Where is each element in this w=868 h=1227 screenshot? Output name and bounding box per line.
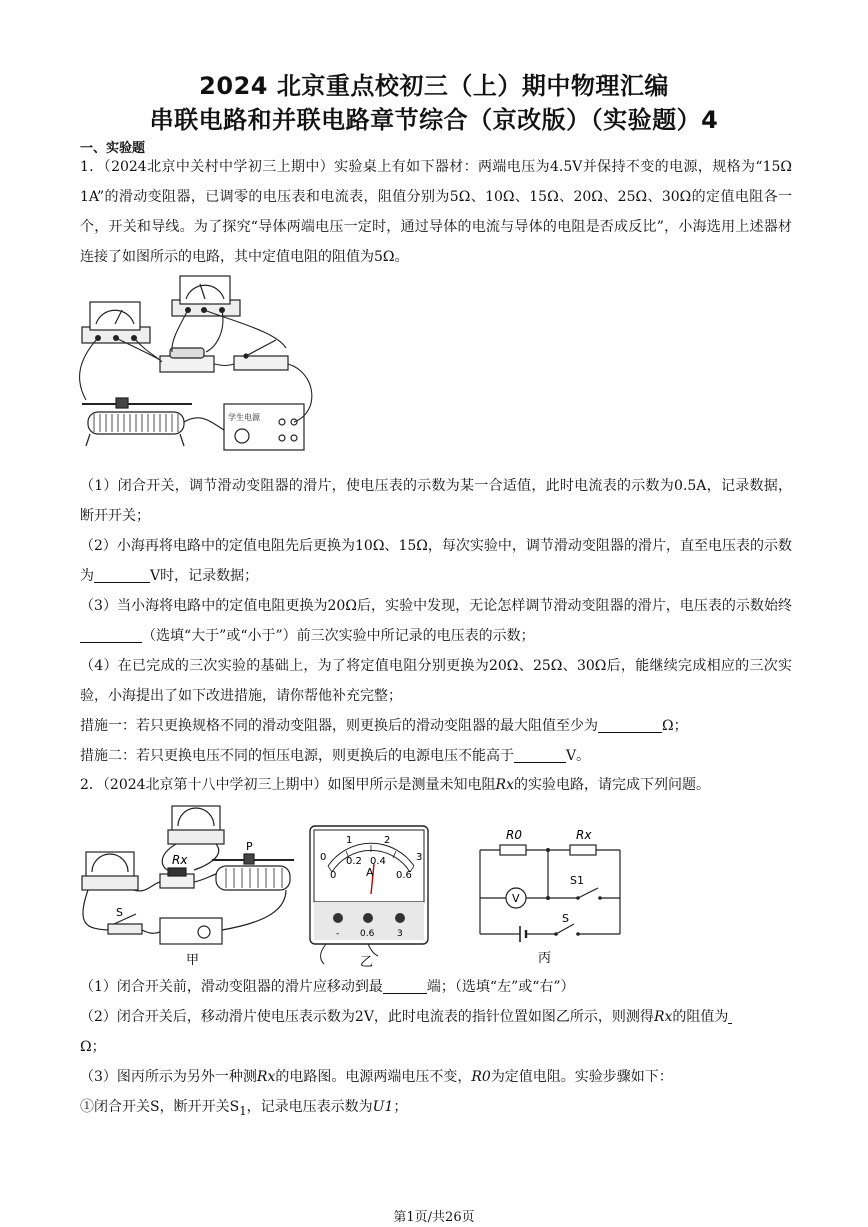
- q1-measure2-answer-blank[interactable]: [514, 746, 566, 763]
- q2-step1-u1: U1: [372, 1099, 394, 1115]
- bing-figure-label: 丙: [538, 951, 552, 966]
- q2-part2-answer-blank[interactable]: [728, 1007, 732, 1024]
- power-supply-device: [224, 404, 304, 450]
- q1-part3-answer-blank[interactable]: [80, 626, 142, 643]
- q2-step1: [80, 1092, 792, 1126]
- q2-part2: [80, 1002, 792, 1062]
- q2-intro: [80, 770, 792, 800]
- page-footer: 第1页/共26页: [393, 1210, 475, 1225]
- q2-part3-r0: R0: [471, 1069, 491, 1085]
- yi-figure-label: 乙: [360, 955, 374, 969]
- q1-measure1: [80, 711, 792, 741]
- q2-part3-text-c: 为定值电阻。实验步骤如下：: [490, 1069, 673, 1085]
- figure-bing-circuit: [470, 822, 630, 968]
- q1-measure1-text-a: 措施一：若只更换规格不同的滑动变阻器，则更换后的滑动变阻器的最大阻值至少为: [80, 718, 598, 734]
- q1-measure2-text-b: V。: [566, 748, 591, 764]
- q1-part3-text-b: （选填“大于”或“小于”）前三次实验中所记录的电压表的示数；: [142, 628, 535, 644]
- q1-intro: 1．（2024北京中关村中学初三上期中）实验桌上有如下器材：两端电压为4.5V并保持不变的电源，规格为“15Ω 1A”的滑动变阻器，已调零的电压表和电流表，阻值分别为5Ω、10Ω、15Ω、20Ω、25Ω、30Ω的定值电阻各一个，开关和导线。为了探究“导体两端电压一定时，通过导体的电流与导体的电阻是否成反比”，小海选用上述器材连接了如图所示的电路，其中定值电阻的阻值为5Ω。: [80, 159, 792, 265]
- yi-top-tick-3: 3: [416, 852, 423, 863]
- power-supply-label: 学生电源: [228, 413, 260, 422]
- q1-part2: [80, 531, 792, 591]
- yi-top-tick-1: 1: [346, 835, 353, 846]
- bing-v-label: V: [512, 892, 520, 905]
- q1-part2-text-b: V时，记录数据；: [150, 568, 259, 584]
- q2-intro-rx: Rx: [495, 777, 514, 793]
- q2-part2-text-c: Ω；: [80, 1039, 106, 1055]
- yi-bottom-tick-3: 0.6: [396, 870, 412, 881]
- q1-circuit-figure: [76, 272, 326, 467]
- q1-measure2-text-a: 措施二：若只更换电压不同的恒压电源，则更换后的电源电压不能高于: [80, 748, 514, 764]
- figure-jia: [76, 804, 296, 969]
- q2-part2-text-b: 的阻值为: [672, 1009, 729, 1025]
- q1-part1: （1）闭合开关，调节滑动变阻器的滑片，使电压表的示数为某一合适值，此时电流表的示数为0.5A，记录数据，断开开关；: [80, 478, 792, 524]
- yi-bottom-tick-2: 0.4: [370, 856, 386, 867]
- q2-intro-text-b: 的实验电路，请完成下列问题。: [513, 777, 710, 793]
- rheostat-device: [82, 398, 192, 446]
- switch-device: [234, 340, 288, 370]
- q1-measure1-answer-blank[interactable]: [598, 716, 662, 733]
- q2-part3-text-b: 的电路图。电源两端电压不变，: [275, 1069, 472, 1085]
- q2-step1-text-c: ；: [393, 1099, 408, 1115]
- yi-bottom-tick-1: 0.2: [346, 856, 362, 867]
- yi-unit-label: A: [366, 866, 374, 879]
- yi-terminal-neg: -: [336, 929, 340, 939]
- q2-step1-sub: 1: [239, 1103, 247, 1118]
- figure-yi-ammeter: [308, 824, 438, 969]
- q1-part2-text-a: （2）小海再将电路中的定值电阻先后更换为10Ω、15Ω，每次实验中，调节滑动变阻器的滑片，直至电压表的示数为: [80, 538, 792, 584]
- q2-part2-text-a: （2）闭合开关后，移动滑片使电压表示数为2V，此时电流表的指针位置如图乙所示，则测得: [80, 1009, 654, 1025]
- yi-terminal-3: 3: [397, 929, 403, 939]
- bing-s-label: S: [562, 912, 569, 925]
- q2-part1-text-b: 端；（选填“左”或“右”）: [426, 979, 575, 995]
- jia-p-label: P: [246, 840, 253, 853]
- yi-terminal-06: 0.6: [360, 929, 375, 939]
- q1-part4: （4）在已完成的三次实验的基础上，为了将定值电阻分别更换为20Ω、25Ω、30Ω后，能继续完成相应的三次实验，小海提出了如下改进措施，请你帮他补充完整；: [80, 658, 792, 704]
- yi-top-tick-0: 0: [320, 852, 327, 863]
- q2-part1-answer-blank[interactable]: [383, 977, 427, 994]
- q2-part1-text-a: （1）闭合开关前，滑动变阻器的滑片应移动到最: [80, 979, 383, 995]
- document-title-line1: 2024 北京重点校初三（上）期中物理汇编: [199, 72, 669, 100]
- q2-step1-text-a: ①闭合开关S，断开开关S: [80, 1099, 240, 1115]
- q2-part1: [80, 972, 792, 1002]
- q2-step1-text-b: ，记录电压表示数为: [246, 1099, 373, 1115]
- q1-measure1-text-b: Ω；: [662, 718, 688, 734]
- jia-rx-label: Rx: [172, 853, 188, 867]
- jia-s-label: S: [116, 906, 123, 919]
- q2-part3-rx: Rx: [256, 1069, 276, 1085]
- bing-r0-label: R0: [506, 828, 522, 842]
- q2-part3-text-a: （3）图丙所示为另外一种测: [80, 1069, 257, 1085]
- q1-measure2: [80, 741, 792, 771]
- bing-s1-label: S1: [570, 874, 584, 887]
- document-title-line2: 串联电路和并联电路章节综合（京改版）（实验题）4: [149, 106, 719, 134]
- yi-bottom-tick-0: 0: [330, 870, 337, 881]
- jia-figure-label: 甲: [186, 953, 200, 968]
- q1-part2-answer-blank[interactable]: [94, 566, 150, 583]
- q2-part2-rx: Rx: [653, 1009, 673, 1025]
- q2-part3: [80, 1062, 792, 1092]
- section-heading: 一、实验题: [80, 141, 146, 156]
- q2-intro-text-a: 2．（2024北京第十八中学初三上期中）如图甲所示是测量未知电阻: [80, 777, 496, 793]
- yi-top-tick-2: 2: [384, 835, 391, 846]
- q1-part3-text-a: （3）当小海将电路中的定值电阻更换为20Ω后，实验中发现，无论怎样调节滑动变阻器的滑片，电压表的示数始终: [80, 598, 792, 614]
- bing-rx-label: Rx: [576, 828, 592, 842]
- q1-part3: [80, 591, 792, 651]
